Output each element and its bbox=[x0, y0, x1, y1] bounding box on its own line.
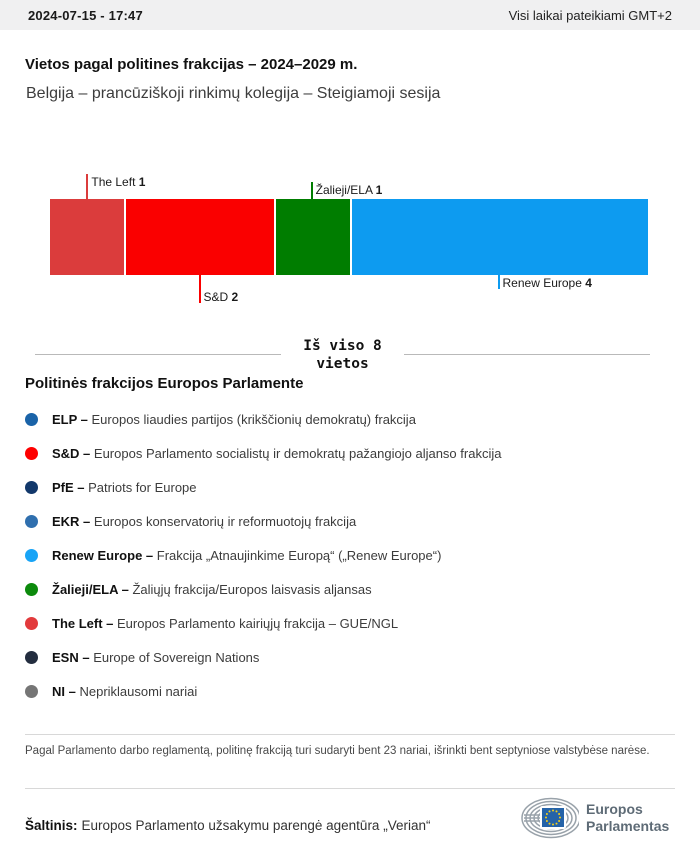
legend-dot-icon bbox=[25, 481, 38, 494]
legend-dot-icon bbox=[25, 583, 38, 596]
callout-tick-renew-europe bbox=[498, 275, 500, 289]
legend-item-label: PfE – Patriots for Europe bbox=[52, 479, 197, 495]
divider-bottom bbox=[25, 788, 675, 789]
legend-item-label: Žalieji/ELA – Žaliųjų frakcija/Europos laisvasis aljansas bbox=[52, 581, 372, 597]
legend-list bbox=[25, 402, 685, 708]
ep-logo-line2: Parlamentas bbox=[586, 818, 670, 834]
total-seats-label bbox=[303, 337, 382, 373]
legend-item-ni bbox=[25, 674, 685, 708]
legend-dot-icon bbox=[25, 515, 38, 528]
divider-top bbox=[25, 734, 675, 735]
legend-dot-icon bbox=[25, 447, 38, 460]
legend-item-label: The Left – Europos Parlamento kairiųjų frakcija – GUE/NGL bbox=[52, 615, 399, 631]
total-seats-line1: Iš viso 8 bbox=[303, 338, 382, 354]
legend-item-label: S&D – Europos Parlamento socialistų ir demokratų pažangiojo aljanso frakcija bbox=[52, 445, 502, 461]
legend-dot-icon bbox=[25, 549, 38, 562]
total-seats-line2: vietos bbox=[316, 356, 369, 372]
callout-tick-alieji-ela bbox=[311, 182, 313, 199]
total-seats-divider bbox=[35, 337, 650, 373]
page-title: Vietos pagal politines frakcijas – 2024–2029 m. bbox=[25, 56, 358, 73]
legend-item-renew-europe bbox=[25, 538, 685, 572]
source-text: Europos Parlamento užsakymu parengė agentūra „Verian“ bbox=[81, 818, 431, 833]
callout-label-renew-europe: Renew Europe 4 bbox=[502, 276, 592, 290]
page-subtitle: Belgija – prancūziškoji rinkimų kolegija – Steigiamoji sesija bbox=[26, 85, 441, 102]
legend-dot-icon bbox=[25, 685, 38, 698]
source-line bbox=[25, 818, 430, 833]
callout-label-s-d: S&D 2 bbox=[203, 290, 239, 304]
footnote-text: Pagal Parlamento darbo reglamentą, politinę frakciją turi sudaryti bent 23 nariai, išrinkti bent septyniose valstybėse narėse. bbox=[25, 745, 650, 757]
divider-line-left bbox=[35, 354, 281, 355]
callout-tick-the-left bbox=[86, 174, 88, 199]
ep-logo bbox=[515, 796, 669, 840]
legend-item-esn bbox=[25, 640, 685, 674]
legend-dot-icon bbox=[25, 617, 38, 630]
legend-item-label: EKR – Europos konservatorių ir reformuotojų frakcija bbox=[52, 513, 357, 529]
legend-item-alieji-ela bbox=[25, 572, 685, 606]
legend-dot-icon bbox=[25, 413, 38, 426]
legend-item-pfe bbox=[25, 470, 685, 504]
ep-logo-text bbox=[586, 801, 669, 835]
legend-dot-icon bbox=[25, 651, 38, 664]
legend-item-ekr bbox=[25, 504, 685, 538]
seats-bar-callouts bbox=[50, 175, 648, 304]
divider-line-right bbox=[404, 354, 650, 355]
datetime-label: 2024-07-15 - 17:47 bbox=[28, 7, 143, 23]
legend-item-elp bbox=[25, 402, 685, 436]
source-label: Šaltinis: bbox=[25, 818, 78, 833]
legend-item-label: ELP – Europos liaudies partijos (krikščionių demokratų) frakcija bbox=[52, 411, 416, 427]
callout-tick-s-d bbox=[199, 275, 201, 303]
ep-hemicycle-icon bbox=[515, 796, 579, 840]
callout-label-the-left: The Left 1 bbox=[91, 175, 146, 189]
legend-item-the-left bbox=[25, 606, 685, 640]
timezone-note: Visi laikai pateikiami GMT+2 bbox=[508, 7, 672, 23]
ep-logo-line1: Europos bbox=[586, 801, 643, 817]
legend-item-label: Renew Europe – Frakcija „Atnaujinkime Europą“ („Renew Europe“) bbox=[52, 547, 442, 563]
callout-label-alieji-ela: Žalieji/ELA 1 bbox=[315, 183, 383, 197]
legend-item-label: NI – Nepriklausomi nariai bbox=[52, 683, 198, 699]
legend-heading: Politinės frakcijos Europos Parlamente bbox=[25, 375, 304, 392]
topbar bbox=[0, 0, 700, 30]
legend-item-label: ESN – Europe of Sovereign Nations bbox=[52, 649, 260, 665]
legend-item-s-d bbox=[25, 436, 685, 470]
